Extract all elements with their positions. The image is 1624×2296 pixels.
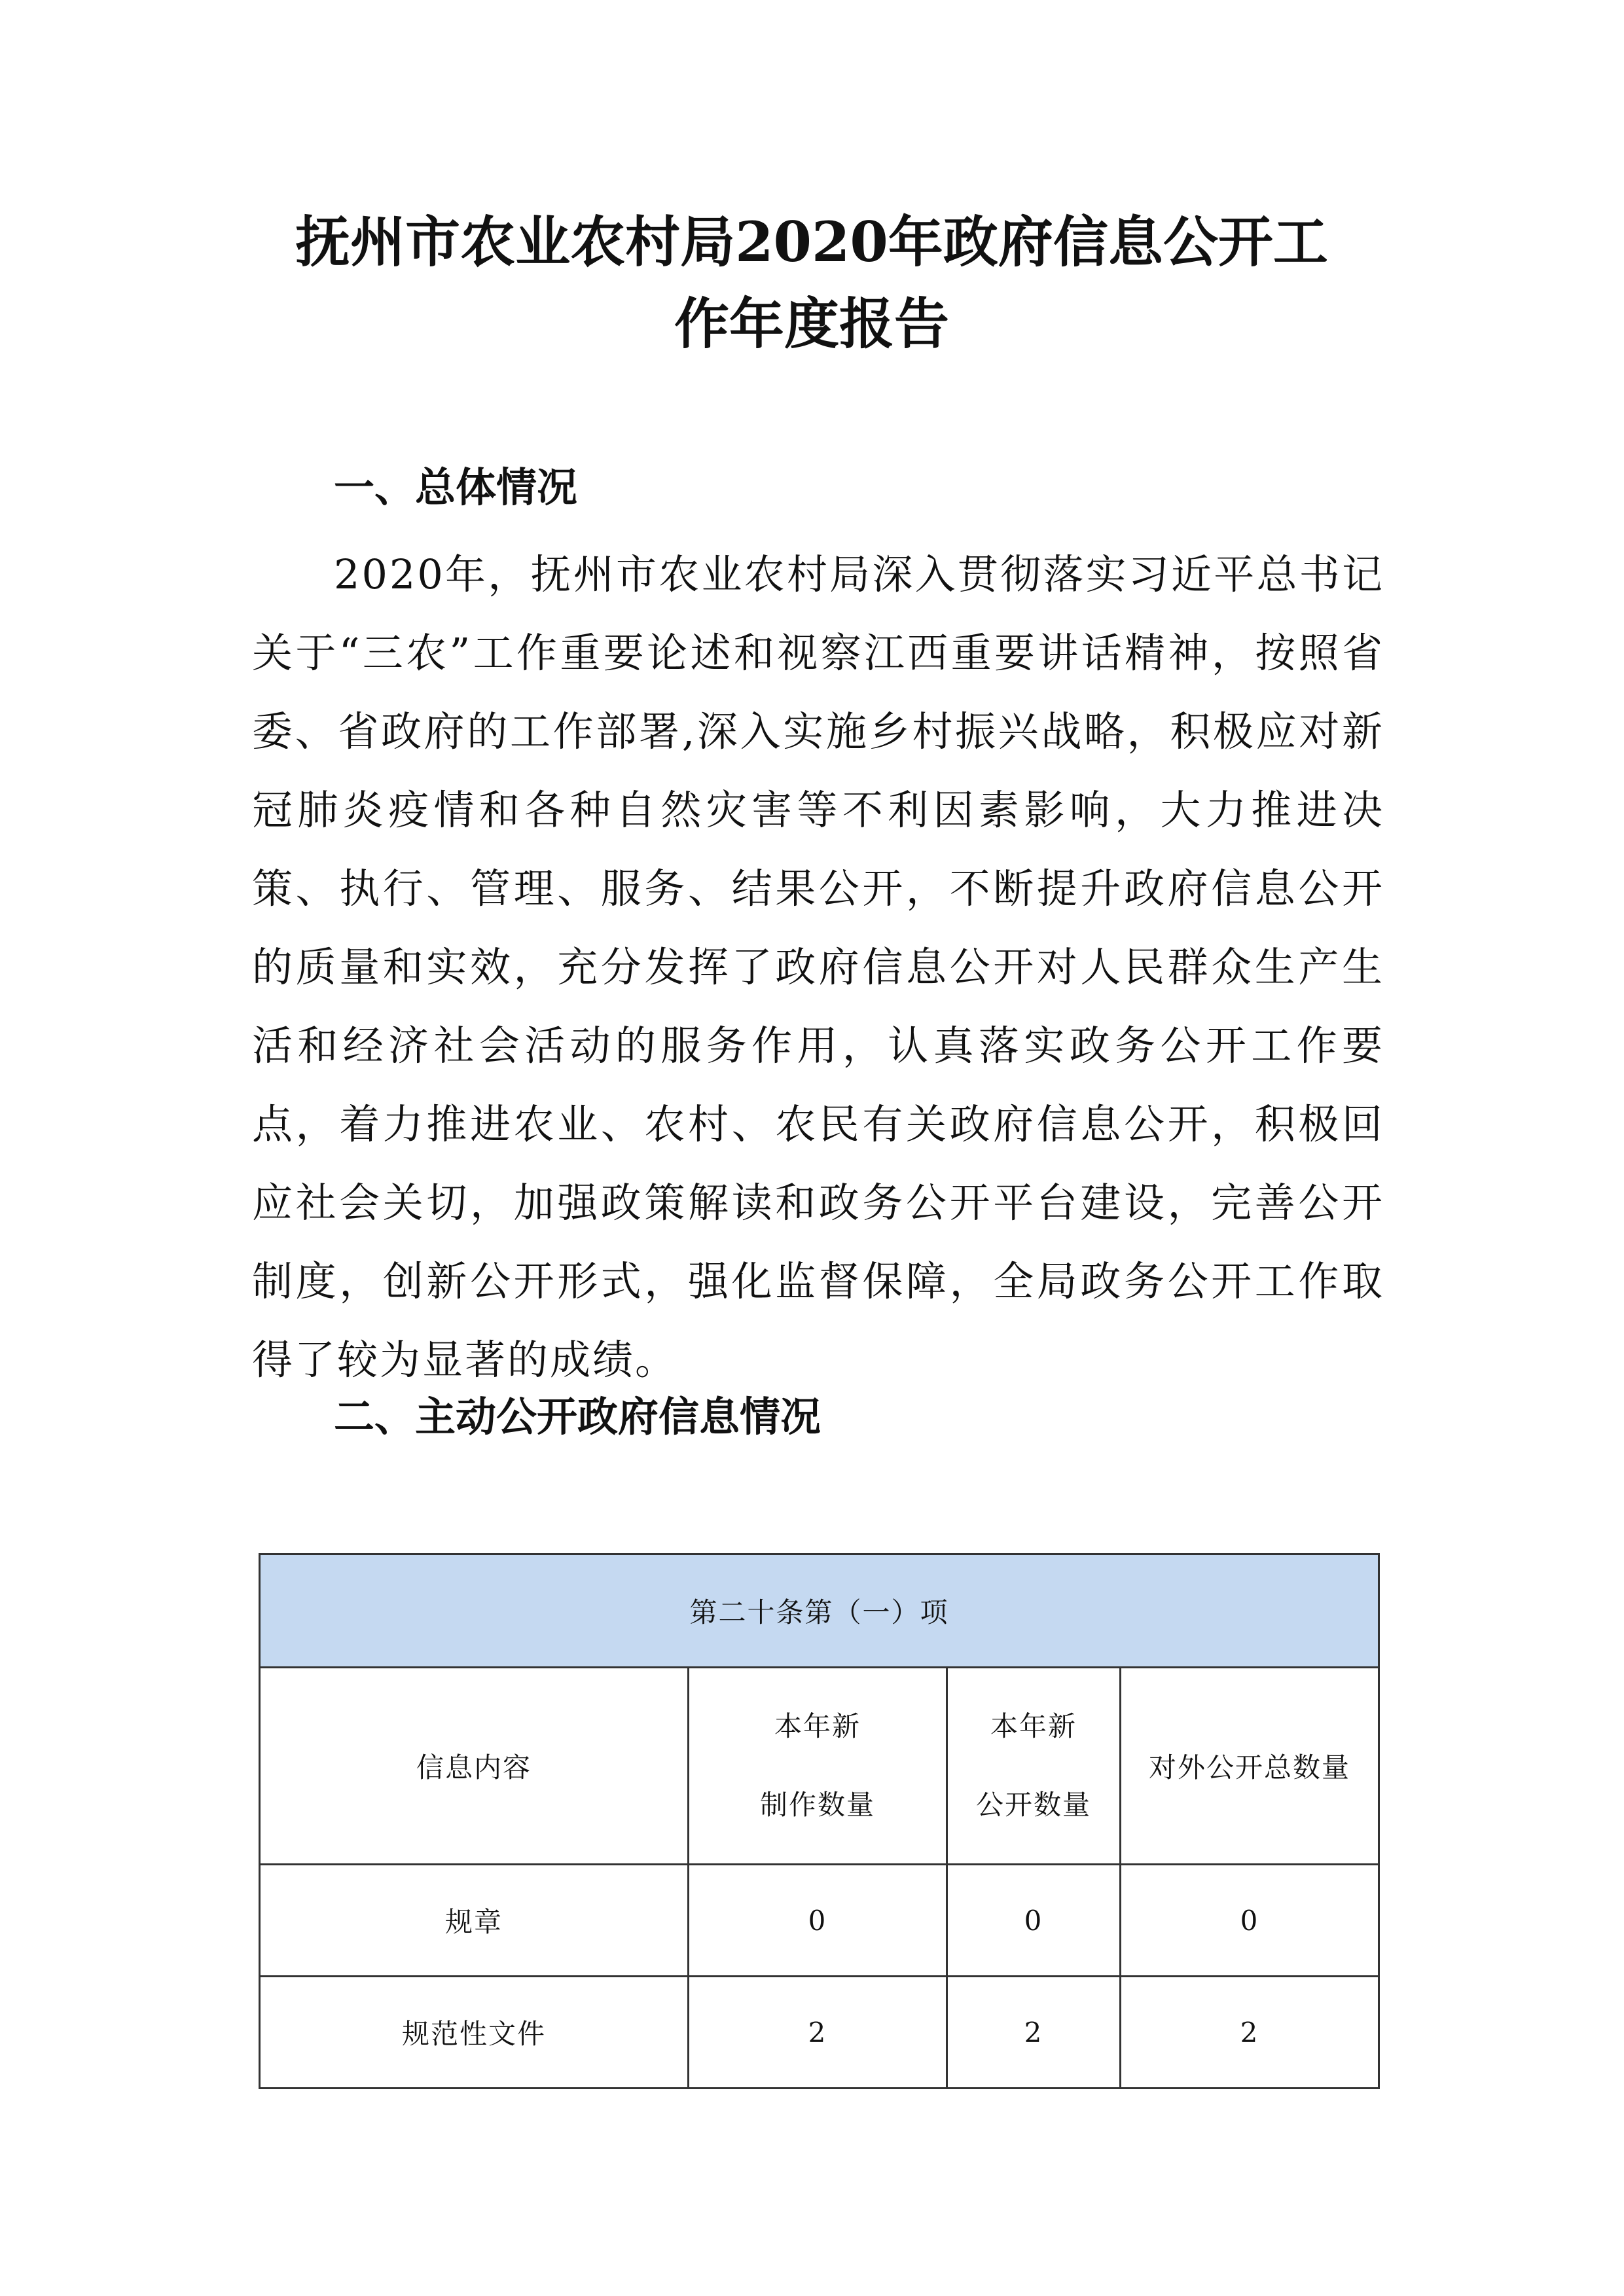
document-title-line1: 抚州市农业农村局2020年政府信息公开工 [295,209,1328,274]
header-new-published-line2: 公开数量 [975,1789,1091,1821]
table-row [260,1865,1379,1977]
row-new-made: 2 [689,1977,947,2089]
header-new-made-line1: 本年新 [774,1710,861,1742]
header-info-content: 信息内容 [260,1668,689,1865]
row-item: 规章 [260,1865,689,1977]
table-header-row [260,1668,1379,1865]
row-total: 0 [1121,1865,1379,1977]
overview-paragraph: 2020年，抚州市农业农村局深入贯彻落实习近平总书记关于“三农”工作重要论述和视察江西重要讲话精神，按照省委、省政府的工作部署,深入实施乡村振兴战略，积极应对新冠肺炎疫情和各种自然灾害等不利因素影响，大力推进决策、执行、管理、服务、结果公开，不断提升政府信息公开的质量和实效，充分发挥了政府信息公开对人民群众生产生活和经济社会活动的服务作用，认真落实政务公开工作要点，着力推进农业、农村、农民有关政府信息公开，积极回应社会关切，加强政策解读和政务公开平台建设，完善公开制度，创新公开形式，强化监督保障，全局政务公开工作取得了较为显著的成绩。 [252,550,1384,1384]
disclosure-table [259,1553,1380,2089]
header-new-published-line1: 本年新 [990,1710,1077,1742]
header-total: 对外公开总数量 [1121,1668,1379,1865]
table-caption: 第二十条第（一）项 [260,1554,1379,1668]
header-new-published [947,1668,1121,1865]
row-new-published: 0 [947,1865,1121,1977]
row-new-made: 0 [689,1865,947,1977]
table-row [260,1977,1379,2089]
header-new-made-line2: 制作数量 [759,1789,875,1821]
header-new-made [689,1668,947,1865]
row-item: 规范性文件 [260,1977,689,2089]
section-heading-proactive-disclosure: 二、主动公开政府信息情况 [334,1393,821,1441]
document-title-line2: 作年度报告 [674,291,949,356]
row-total: 2 [1121,1977,1379,2089]
section-heading-overview: 一、总体情况 [334,463,578,511]
row-new-published: 2 [947,1977,1121,2089]
table-caption-row [260,1554,1379,1668]
